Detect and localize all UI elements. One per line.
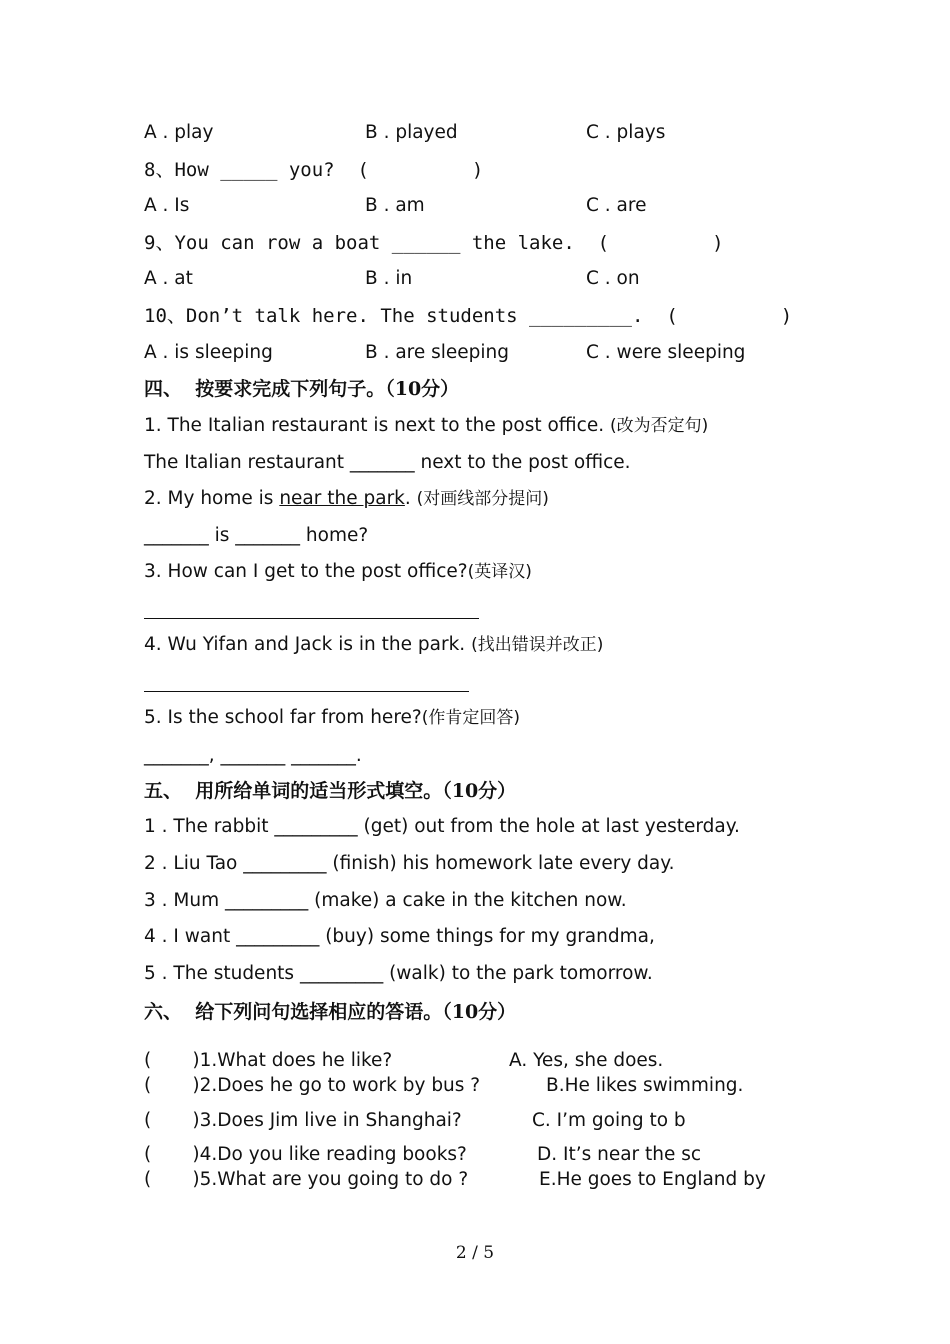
q8-option-b: B . am	[365, 195, 425, 216]
s5-item-1: 1 . The rabbit _________ (get) out from the hole at last yesterday.	[144, 816, 740, 837]
section-5-heading: 五、 用所给单词的适当形式填空。（10分）	[144, 780, 517, 802]
question-10: 10、Don’t talk here. The students _________. ( )	[144, 305, 793, 327]
q9-option-c: C . on	[586, 268, 640, 289]
s4-sentence-5-note: (作肯定回答)	[421, 708, 520, 728]
q9-option-b: B . in	[365, 268, 413, 289]
s4-answer-5: _______, _______ _______.	[144, 745, 362, 766]
s6-question-5: ( )5.What are you going to do ?	[144, 1169, 469, 1190]
section-6-heading: 六、 给下列问句选择相应的答语。（10分）	[144, 1001, 517, 1023]
s4-sentence-3-note: (英译汉)	[467, 562, 532, 582]
s6-question-3: ( )3.Does Jim live in Shanghai?	[144, 1110, 462, 1131]
s4-sentence-2-note: (对画线部分提问)	[416, 489, 549, 509]
s4-sentence-2-underlined: near the park	[279, 488, 405, 509]
option-c: C . plays	[586, 122, 666, 143]
s5-item-4: 4 . I want _________ (buy) some things for my grandma,	[144, 926, 655, 947]
question-8: 8、How _____ you? ( )	[144, 159, 484, 181]
s4-sentence-1	[144, 414, 708, 438]
s6-answer-b: B.He likes swimming.	[546, 1075, 744, 1096]
q8-option-c: C . are	[586, 195, 647, 216]
s6-question-2: ( )2.Does he go to work by bus ?	[144, 1075, 481, 1096]
s6-answer-e: E.He goes to England by	[539, 1169, 766, 1190]
s4-sentence-5	[144, 706, 520, 730]
s6-answer-a: A. Yes, she does.	[509, 1050, 664, 1071]
s4-sentence-4	[144, 633, 603, 657]
s5-item-2: 2 . Liu Tao _________ (finish) his homework late every day.	[144, 853, 675, 874]
s6-question-4: ( )4.Do you like reading books?	[144, 1144, 467, 1165]
q10-option-c: C . were sleeping	[586, 342, 746, 363]
s4-sentence-2	[144, 487, 549, 511]
s4-answer-1: The Italian restaurant _______ next to the post office.	[144, 452, 631, 473]
q9-option-a: A . at	[144, 268, 193, 289]
answer-line-4	[144, 691, 469, 692]
s4-sentence-5-text: 5. Is the school far from here?	[144, 707, 422, 728]
page-number: 2 / 5	[455, 1243, 495, 1263]
s5-item-3: 3 . Mum _________ (make) a cake in the kitchen now.	[144, 890, 627, 911]
q10-option-b: B . are sleeping	[365, 342, 510, 363]
s4-answer-2: _______ is _______ home?	[144, 525, 369, 546]
s4-sentence-4-note: (找出错误并改正)	[471, 635, 604, 655]
s6-question-1: ( )1.What does he like?	[144, 1050, 393, 1071]
q10-option-a: A . is sleeping	[144, 342, 273, 363]
q8-option-a: A . Is	[144, 195, 190, 216]
question-9: 9、You can row a boat ______ the lake. ( )	[144, 232, 724, 254]
s4-sentence-1-note: (改为否定句)	[610, 416, 709, 436]
s4-sentence-3	[144, 560, 532, 584]
section-4-heading: 四、 按要求完成下列句子。（10分）	[144, 378, 460, 400]
option-a: A . play	[144, 122, 214, 143]
s6-answer-d: D. It’s near the sc	[537, 1144, 702, 1165]
s4-sentence-3-text: 3. How can I get to the post office?	[144, 561, 468, 582]
option-b: B . played	[365, 122, 458, 143]
s4-sentence-1-text: 1. The Italian restaurant is next to the post office.	[144, 415, 610, 436]
s5-item-5: 5 . The students _________ (walk) to the park tomorrow.	[144, 963, 653, 984]
s4-sentence-4-text: 4. Wu Yifan and Jack is in the park.	[144, 634, 472, 655]
s4-sentence-2-suffix: .	[404, 488, 417, 509]
s6-answer-c: C. I’m going to b	[532, 1110, 686, 1131]
answer-line-3	[144, 618, 479, 619]
s4-sentence-2-prefix: 2. My home is	[144, 488, 280, 509]
